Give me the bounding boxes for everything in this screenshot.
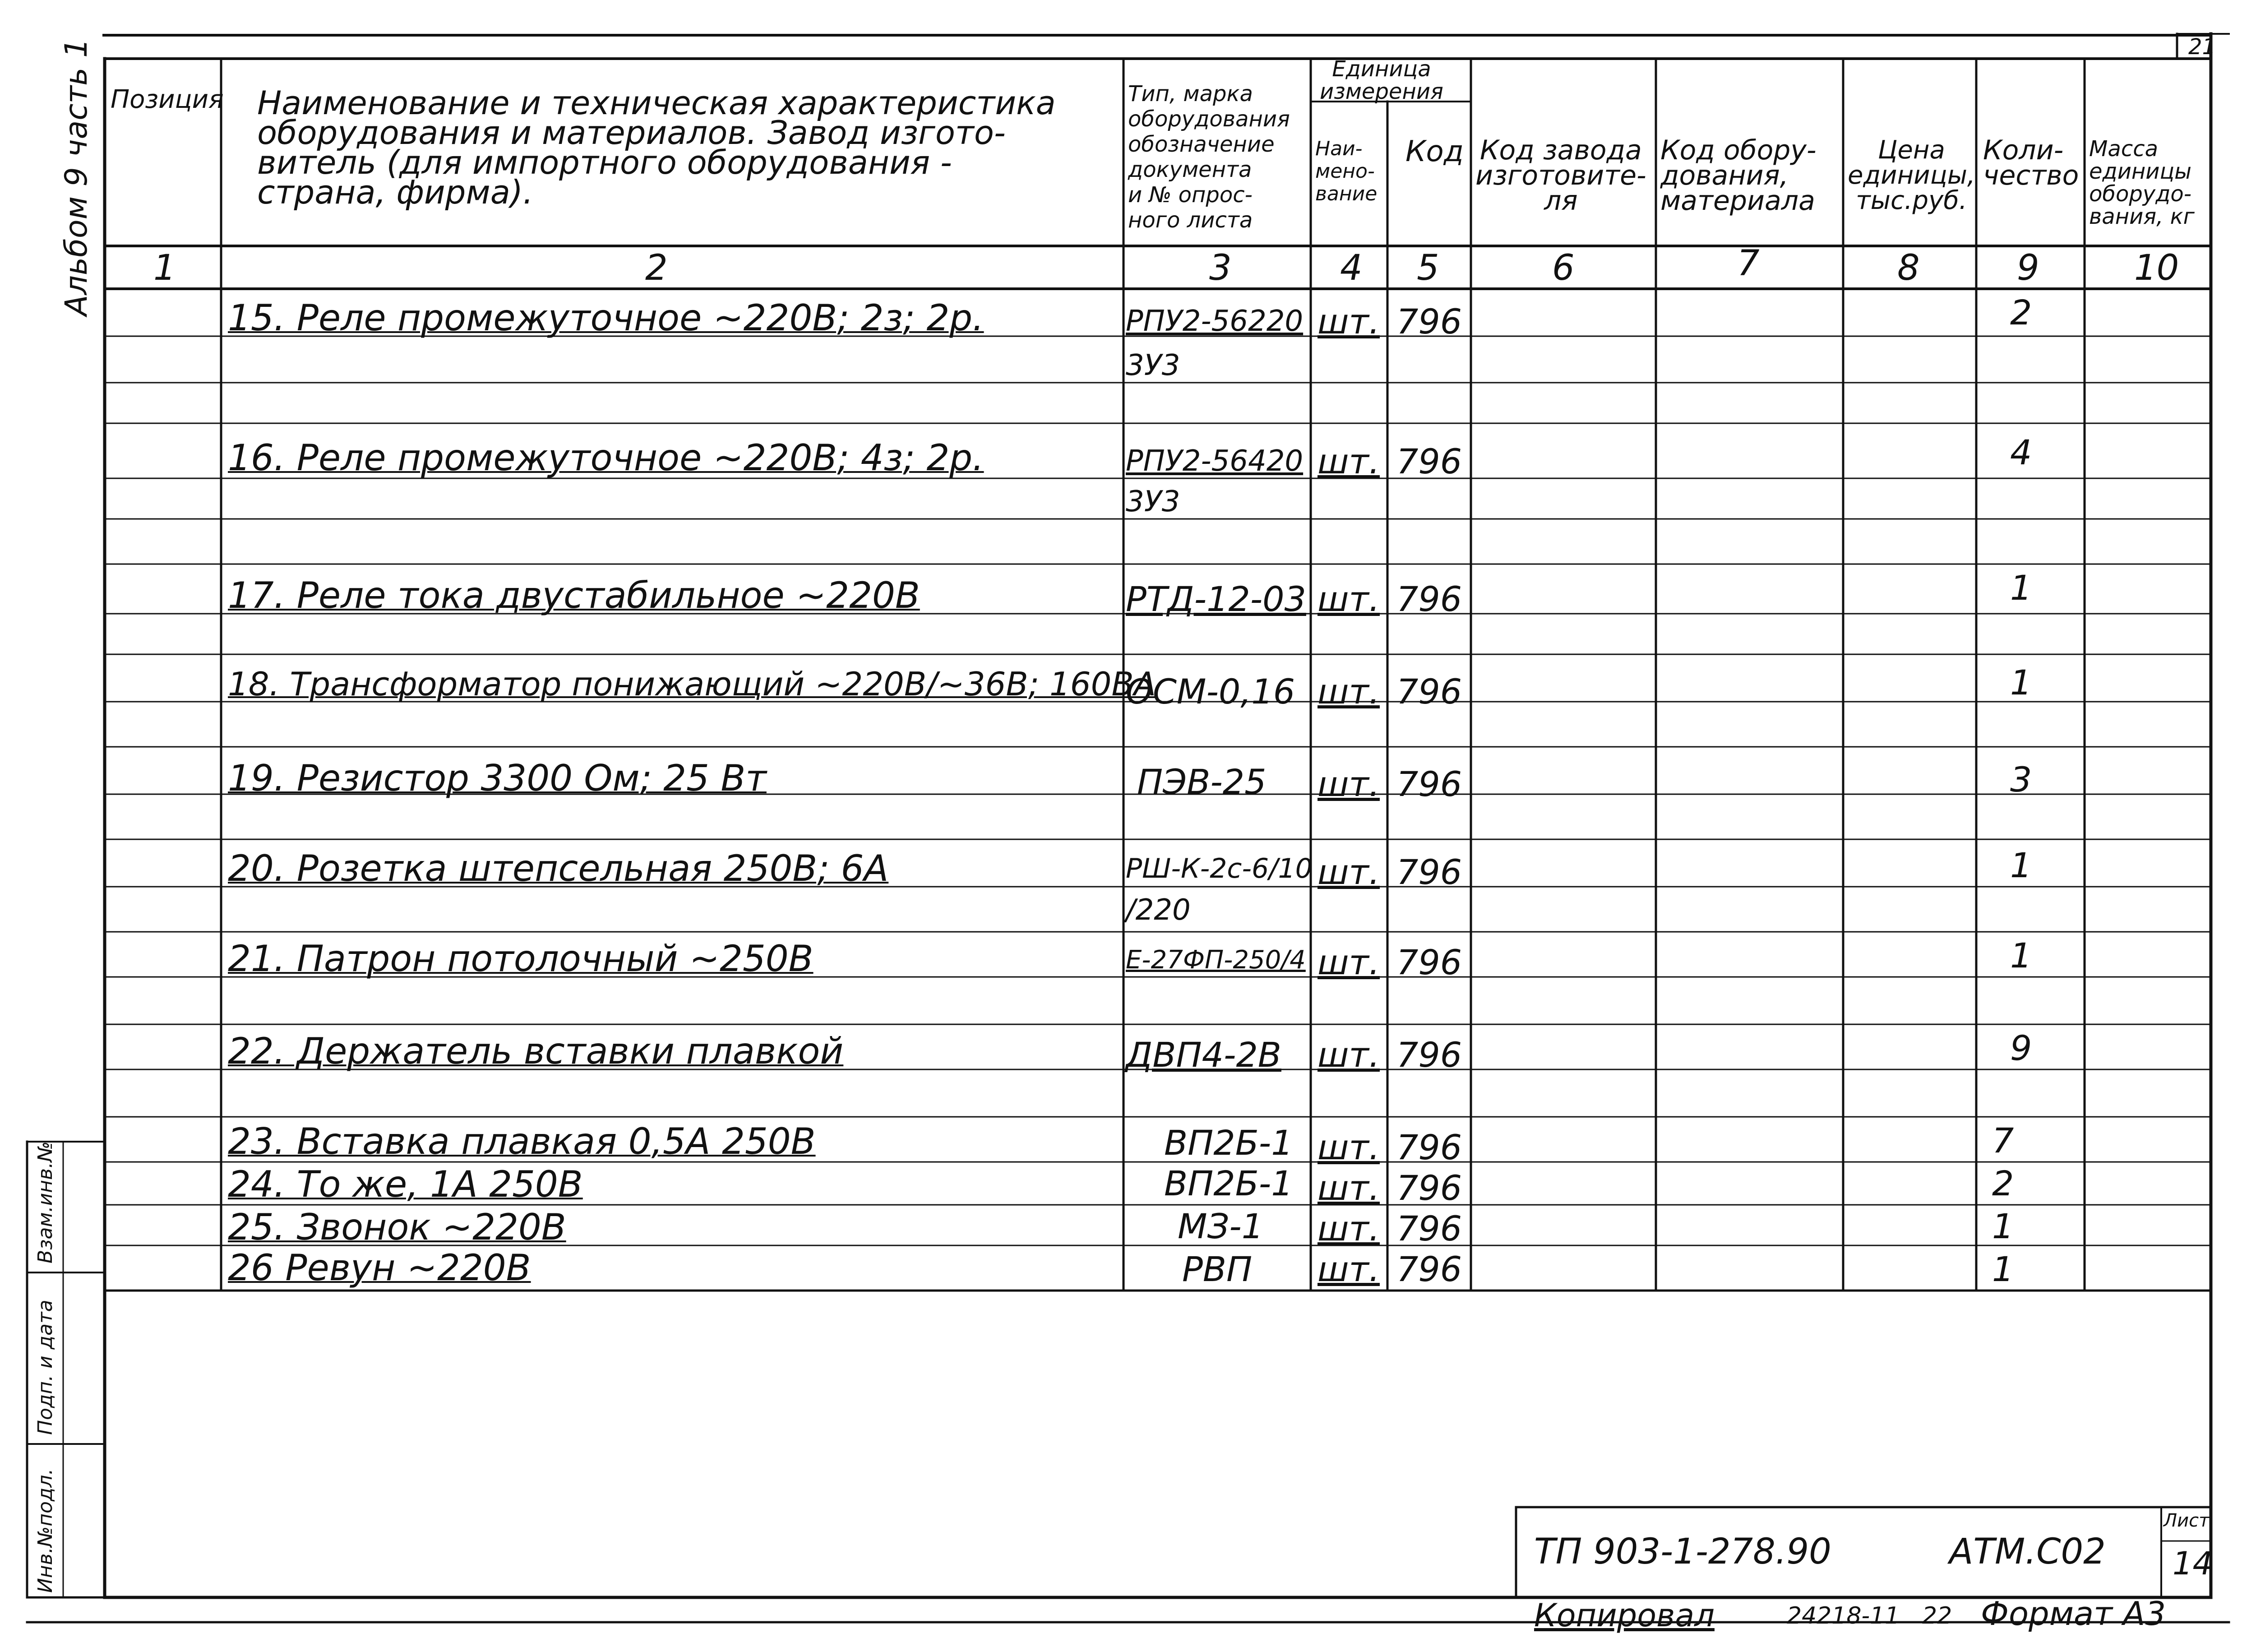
row-23-unit: шт. (1318, 1127, 1380, 1167)
row-25-qty: 1 (1992, 1206, 2014, 1246)
row-15-unit: шт. (1318, 301, 1380, 342)
row-15-type-cont: 3У3 (1126, 349, 1180, 382)
row-26-qty: 1 (1992, 1249, 2014, 1289)
stamp-replacement-inv: Взам.инв.№ (34, 1141, 57, 1263)
row-20-type: РШ-К-2с-6/10 (1126, 853, 1313, 884)
row-22-name: 22. Держатель вставки плавкой (228, 1030, 844, 1072)
header-type-mark: Тип, марка оборудования обозначение документа и № опрос- ного листа (1128, 81, 1290, 233)
row-25-code: 796 (1396, 1208, 1462, 1249)
header-manufacturer-code: Код завода изготовите- ля (1475, 134, 1646, 217)
header-quantity: Коли- чество (1983, 134, 2079, 191)
row-19-code: 796 (1396, 764, 1462, 804)
row-21-name: 21. Патрон потолочный ~250В (228, 938, 814, 980)
column-number: 8 (1897, 248, 1920, 288)
doc-code: ТП 903-1-278.90 (1534, 1532, 1831, 1572)
row-18-code: 796 (1396, 671, 1462, 712)
row-24-unit: шт. (1318, 1168, 1380, 1208)
album-label: Альбом 9 часть 1 (59, 38, 94, 316)
column-number: 2 (645, 248, 668, 288)
row-15-name: 15. Реле промежуточное ~220В; 2з; 2р. (228, 297, 984, 339)
row-17-name: 17. Реле тока двустабильное ~220В (228, 574, 920, 616)
row-21-qty: 1 (2010, 935, 2032, 976)
column-number: 5 (1417, 248, 1439, 288)
column-number: 6 (1552, 248, 1575, 288)
row-19-name: 19. Резистор 3300 Ом; 25 Вт (228, 757, 767, 799)
row-24-name: 24. То же, 1А 250В (228, 1163, 583, 1205)
row-20-code: 796 (1396, 852, 1462, 892)
header-equipment-code: Код обору- дования, материала (1660, 134, 1817, 217)
row-19-qty: 3 (2010, 759, 2032, 800)
row-17-code: 796 (1396, 579, 1462, 619)
row-25-unit: шт. (1318, 1208, 1380, 1249)
row-22-type: ДВП4-2В (1126, 1035, 1281, 1075)
row-18-type: ОСМ-0,16 (1126, 671, 1295, 712)
header-unit-mass: Масса единицы оборудо- вания, кг (2089, 136, 2195, 229)
row-16-type: РПУ2-56420 (1126, 444, 1304, 478)
header-unit-code: Код (1405, 135, 1464, 168)
row-24-type: ВП2Б-1 (1164, 1163, 1293, 1203)
row-17-type: РТД-12-03 (1126, 579, 1306, 619)
row-20-qty: 1 (2010, 845, 2032, 885)
row-26-code: 796 (1396, 1249, 1462, 1289)
header-name-description: Наименование и техническая характеристика оборудования и материалов. Завод изгото- витель (для импортного оборудования - страна, фирма). (257, 84, 1056, 211)
row-15-type: РПУ2-56220 (1126, 305, 1304, 338)
row-24-code: 796 (1396, 1168, 1462, 1208)
stamp-inv-number: Инв.№подл. (34, 1468, 57, 1593)
footer-order: 24218-11 (1787, 1602, 1900, 1629)
row-24-qty: 2 (1992, 1163, 2014, 1203)
column-number: 7 (1737, 243, 1760, 284)
row-16-qty: 4 (2010, 432, 2032, 472)
header-unit-price: Цена единицы, тыс.руб. (1848, 135, 1975, 215)
row-23-qty: 7 (1992, 1120, 2014, 1161)
row-21-unit: шт. (1318, 942, 1380, 982)
header-unit-name: Единица измерения (1320, 56, 1443, 104)
footer-format: Формат А3 (1981, 1595, 2166, 1633)
column-number: 3 (1209, 248, 1232, 288)
row-26-type: РВП (1182, 1249, 1253, 1289)
row-17-qty: 1 (2010, 568, 2032, 608)
row-19-unit: шт. (1318, 764, 1380, 804)
row-18-qty: 1 (2010, 662, 2032, 703)
row-22-qty: 9 (2010, 1028, 2032, 1068)
row-26-name: 26 Ревун ~220В (228, 1247, 531, 1289)
doc-mark: АТМ.С02 (1949, 1532, 2106, 1572)
sheet-label: Лист (2164, 1510, 2210, 1531)
row-23-code: 796 (1396, 1127, 1462, 1167)
row-18-unit: шт. (1318, 671, 1380, 712)
footer-number: 22 (1922, 1602, 1952, 1629)
row-16-name: 16. Реле промежуточное ~220В; 4з; 2р. (228, 437, 984, 479)
row-16-unit: шт. (1318, 441, 1380, 481)
row-22-unit: шт. (1318, 1035, 1380, 1075)
row-16-code: 796 (1396, 441, 1462, 481)
row-20-unit: шт. (1318, 852, 1380, 892)
row-23-name: 23. Вставка плавкая 0,5А 250В (228, 1120, 816, 1162)
row-18-name: 18. Трансформатор понижающий ~220В/~36В; 160ВА (228, 665, 1156, 703)
row-23-type: ВП2Б-1 (1164, 1123, 1293, 1163)
row-26-unit: шт. (1318, 1249, 1380, 1289)
column-number: 10 (2134, 248, 2179, 288)
row-21-type: Е-27ФП-250/4 (1126, 945, 1306, 975)
row-22-code: 796 (1396, 1035, 1462, 1075)
row-20-type-cont: /220 (1126, 893, 1191, 927)
stamp-signature-date: Подп. и дата (34, 1300, 57, 1435)
row-25-name: 25. Звонок ~220В (228, 1206, 566, 1248)
column-number: 1 (153, 248, 176, 288)
sheet-number: 14 (2173, 1545, 2213, 1582)
column-number: 9 (2017, 248, 2039, 288)
column-number: 4 (1340, 248, 1363, 288)
row-17-unit: шт. (1318, 579, 1380, 619)
row-20-name: 20. Розетка штепсельная 250В; 6А (228, 847, 889, 889)
row-19-type: ПЭВ-25 (1137, 762, 1267, 802)
footer-copied: Копировал (1534, 1597, 1715, 1634)
row-15-qty: 2 (2010, 292, 2032, 333)
row-21-code: 796 (1396, 942, 1462, 982)
header-position: Позиция (111, 85, 224, 114)
row-15-code: 796 (1396, 301, 1462, 342)
row-16-type-cont: 3У3 (1126, 485, 1180, 518)
header-unit-group: Наи- мено- вание (1315, 137, 1378, 205)
row-25-type: МЗ-1 (1178, 1206, 1264, 1246)
sheet-corner-number: 21 (2188, 34, 2216, 60)
